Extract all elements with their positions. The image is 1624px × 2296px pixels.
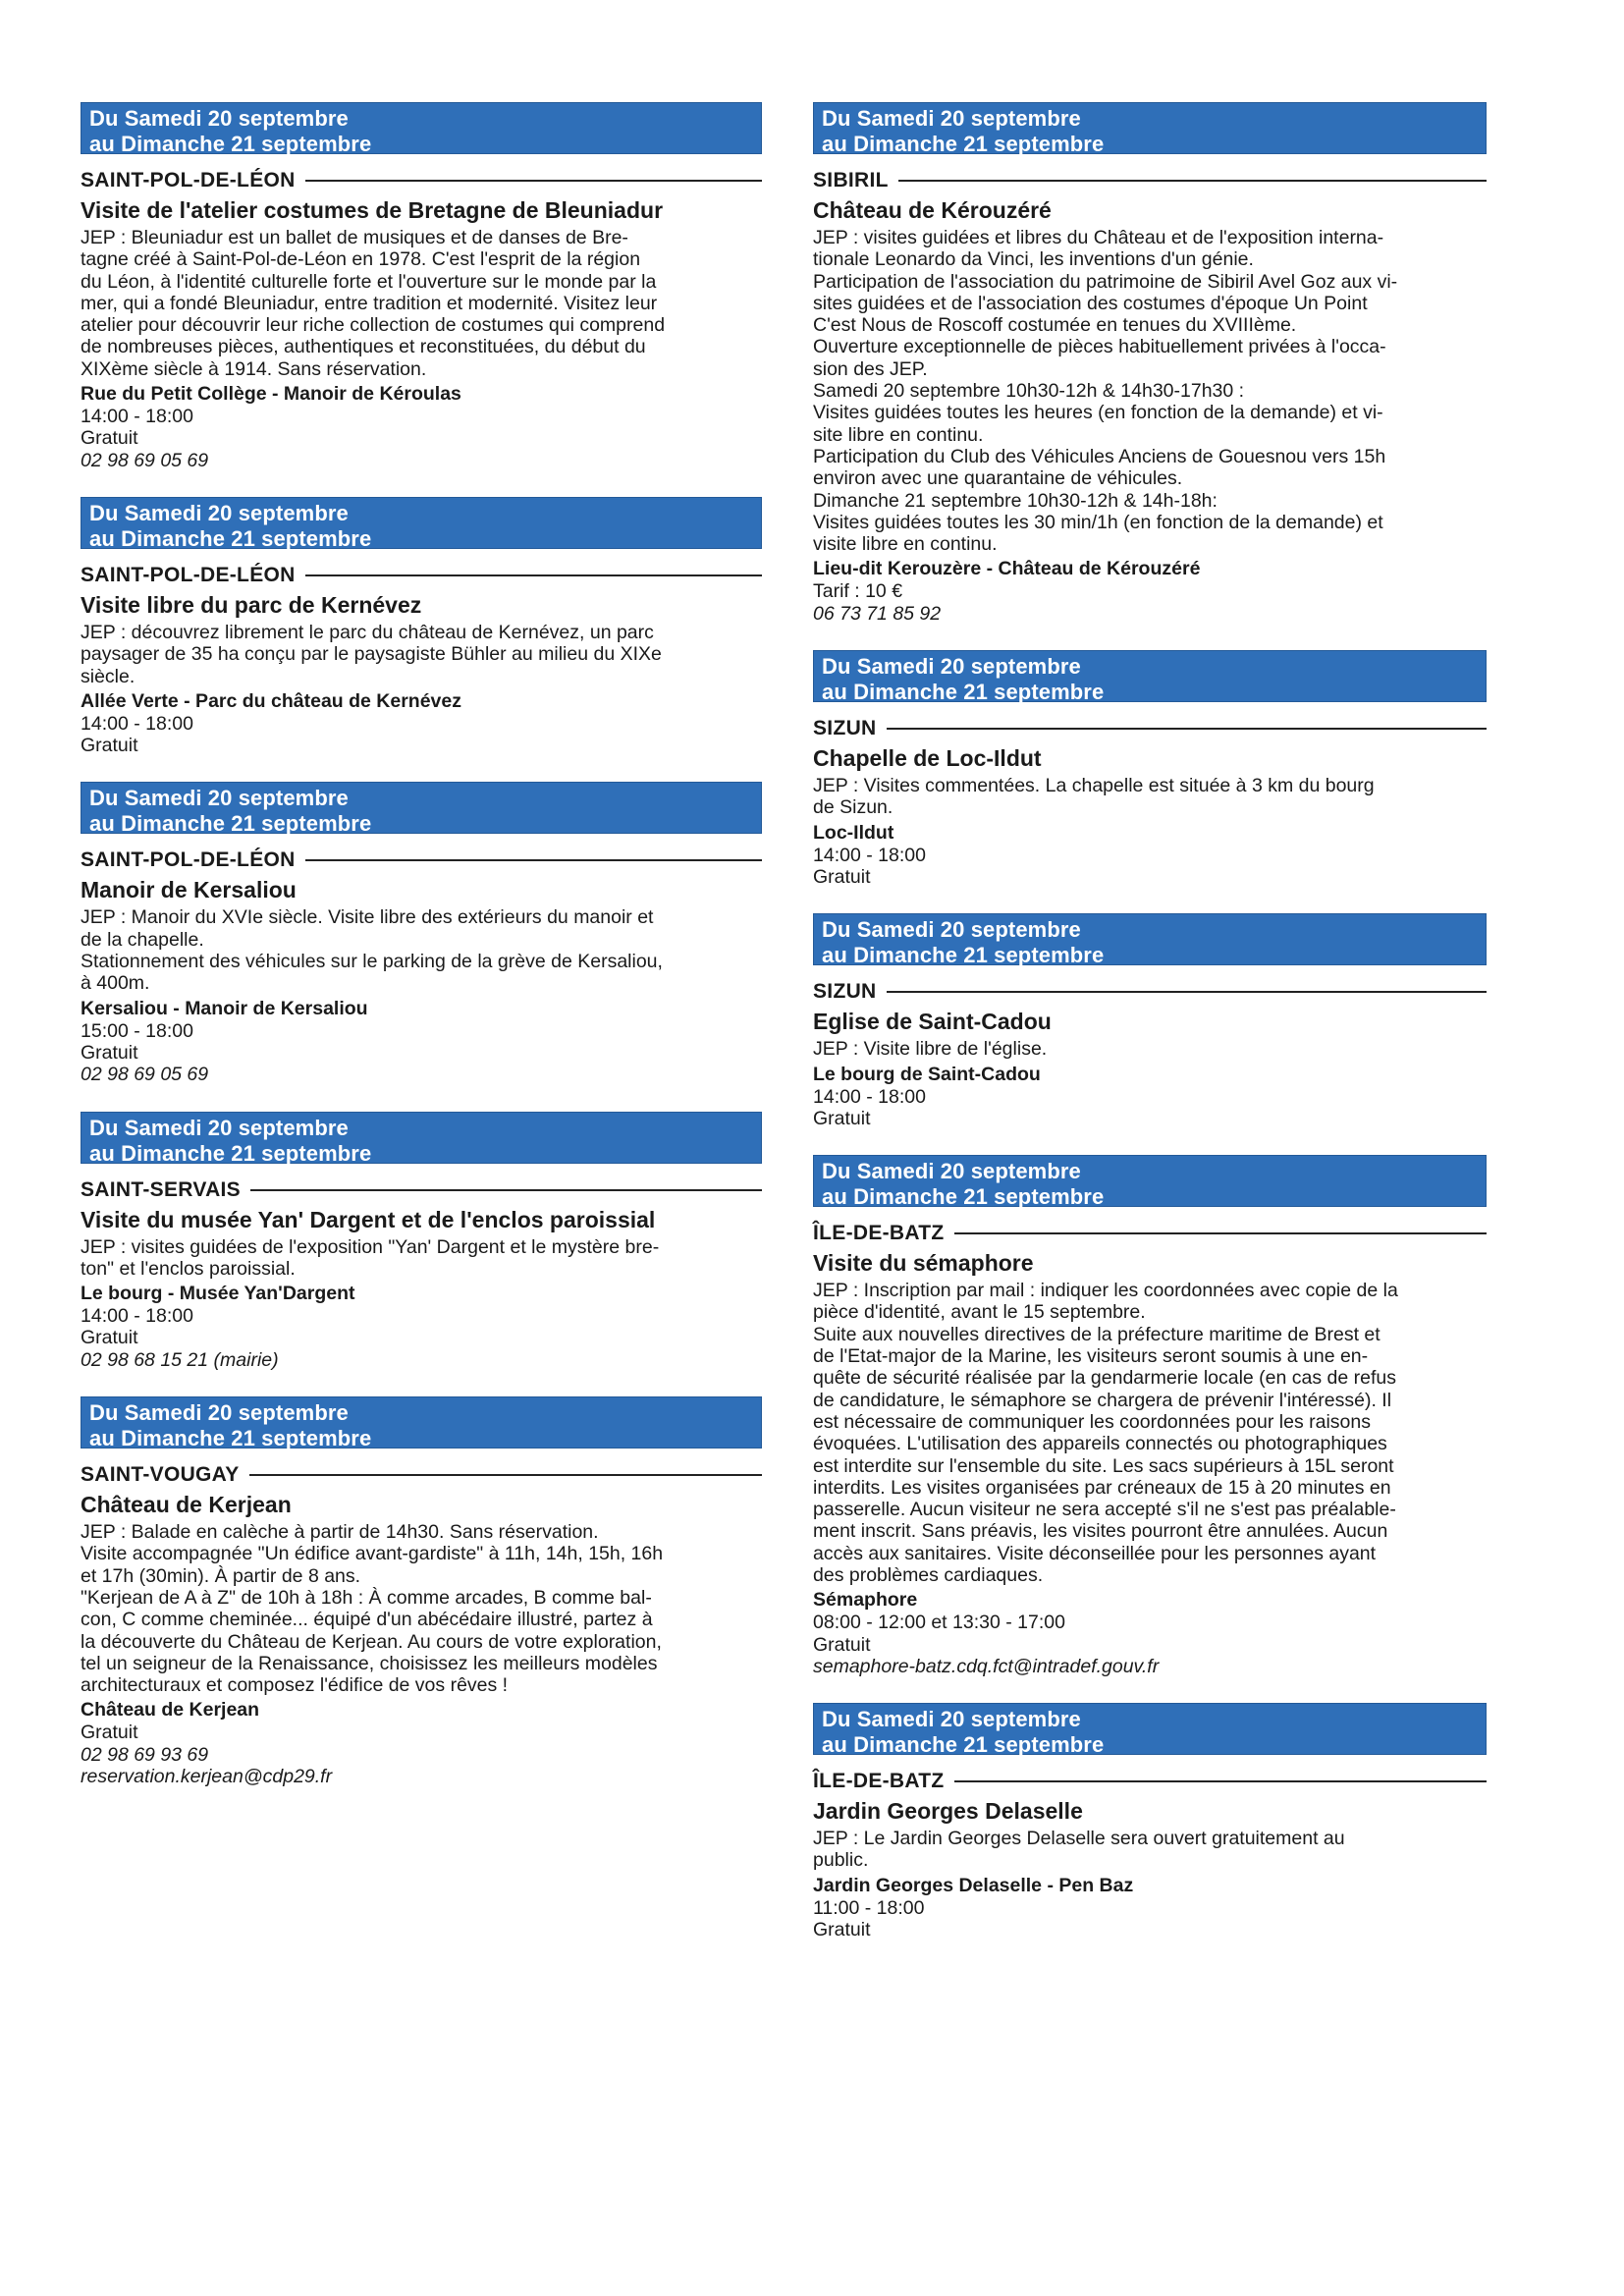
date-band-line2: au Dimanche 21 septembre bbox=[822, 1732, 1105, 1758]
event-description bbox=[813, 227, 1487, 555]
city-row bbox=[81, 1177, 762, 1203]
city-name: SAINT-POL-DE-LÉON bbox=[81, 848, 296, 872]
description-line: Ouverture exceptionnelle de pièces habituellement privées à l'occa- bbox=[813, 336, 1386, 358]
description-line: ton" et l'enclos paroissial. bbox=[81, 1257, 296, 1280]
city-row bbox=[81, 563, 762, 588]
description-line: public. bbox=[813, 1849, 869, 1872]
event-hours: 14:00 - 18:00 bbox=[813, 1085, 926, 1108]
event-info bbox=[813, 1612, 1487, 1677]
date-band-line2: au Dimanche 21 septembre bbox=[822, 132, 1105, 156]
city-divider bbox=[305, 574, 762, 576]
date-band-line1: Du Samedi 20 septembre bbox=[89, 1115, 349, 1140]
date-band-line2: au Dimanche 21 septembre bbox=[89, 525, 372, 551]
description-line: tel un seigneur de la Renaissance, choisissez les meilleurs modèles bbox=[81, 1652, 658, 1674]
event-price: Gratuit bbox=[81, 1327, 138, 1349]
event-location: Le bourg - Musée Yan'Dargent bbox=[81, 1283, 355, 1305]
city-row bbox=[813, 1769, 1487, 1794]
event-location: Lieu-dit Kerouzère - Château de Kérouzéré bbox=[813, 558, 1201, 580]
event-email-link[interactable]: semaphore-batz.cdq.fct@intradef.gouv.fr bbox=[813, 1655, 1160, 1677]
description-line: visite libre en continu. bbox=[813, 533, 998, 556]
description-line: de Sizun. bbox=[813, 796, 893, 819]
event-listing bbox=[813, 1155, 1487, 1677]
city-row bbox=[813, 168, 1487, 193]
date-band bbox=[813, 1703, 1487, 1758]
city-divider bbox=[887, 991, 1488, 993]
event-title: Chapelle de Loc-Ildut bbox=[813, 745, 1042, 772]
event-location: Kersaliou - Manoir de Kersaliou bbox=[81, 997, 368, 1019]
event-phone: 02 98 68 15 21 (mairie) bbox=[81, 1348, 279, 1371]
description-line: sites guidées et de l'association des costumes d'époque Un Point bbox=[813, 292, 1368, 314]
date-band bbox=[81, 1396, 762, 1449]
city-divider bbox=[954, 1780, 1487, 1782]
description-line: la découverte du Château de Kerjean. Au cours de votre exploration, bbox=[81, 1630, 662, 1653]
description-line: Visites guidées toutes les 30 min/1h (en fonction de la demande) et bbox=[813, 511, 1383, 533]
description-line: sion des JEP. bbox=[813, 357, 928, 380]
event-description bbox=[81, 1236, 762, 1281]
description-line: à 400m. bbox=[81, 972, 150, 995]
description-line: JEP : Balade en calèche à partir de 14h30. Sans réservation. bbox=[81, 1521, 599, 1544]
description-line: JEP : Le Jardin Georges Delaselle sera ouvert gratuitement au bbox=[813, 1828, 1345, 1850]
description-line: de candidature, le sémaphore se chargera de prévenir l'intéressé). Il bbox=[813, 1389, 1392, 1411]
city-name: ÎLE-DE-BATZ bbox=[813, 1222, 945, 1245]
description-line: ment inscrit. Sans préavis, les visites pourront être annulées. Aucun bbox=[813, 1520, 1388, 1543]
event-info bbox=[813, 580, 1487, 625]
event-price: Gratuit bbox=[81, 1722, 138, 1744]
description-line: accès aux sanitaires. Visite déconseillée pour les personnes ayant bbox=[813, 1542, 1377, 1564]
description-line: tionale Leonardo da Vinci, les inventions d'un génie. bbox=[813, 248, 1254, 271]
description-line: Stationnement des véhicules sur le parking de la grève de Kersaliou, bbox=[81, 951, 663, 973]
event-listing bbox=[81, 102, 762, 471]
description-line: des problèmes cardiaques. bbox=[813, 1563, 1044, 1586]
description-line: est interdite sur l'ensemble du site. Les sacs supérieurs à 15L seront bbox=[813, 1454, 1394, 1477]
date-band bbox=[813, 1155, 1487, 1210]
description-line: et 17h (30min). À partir de 8 ans. bbox=[81, 1564, 361, 1587]
description-line: JEP : Inscription par mail : indiquer les coordonnées avec copie de la bbox=[813, 1280, 1398, 1302]
city-divider bbox=[250, 1189, 762, 1191]
event-info bbox=[813, 1897, 1487, 1941]
description-line: Suite aux nouvelles directives de la préfecture maritime de Brest et bbox=[813, 1323, 1380, 1345]
event-title: Visite de l'atelier costumes de Bretagne de Bleuniadur bbox=[81, 197, 664, 223]
event-phone: 02 98 69 05 69 bbox=[81, 449, 209, 471]
event-price: Gratuit bbox=[813, 1107, 871, 1129]
event-info bbox=[81, 1722, 762, 1787]
description-line: de la chapelle. bbox=[81, 928, 204, 951]
city-name: SAINT-POL-DE-LÉON bbox=[81, 169, 296, 191]
event-hours: 11:00 - 18:00 bbox=[813, 1896, 925, 1919]
date-band-line1: Du Samedi 20 septembre bbox=[822, 106, 1081, 131]
city-divider bbox=[249, 1474, 762, 1476]
event-price: Tarif : 10 € bbox=[813, 580, 903, 603]
event-title: Visite du musée Yan' Dargent et de l'enclos paroissial bbox=[81, 1206, 656, 1232]
city-row bbox=[81, 1462, 762, 1488]
event-description bbox=[813, 1828, 1487, 1872]
description-line: de nombreuses pièces, authentiques et reconstituées, du début du bbox=[81, 336, 646, 358]
event-info bbox=[81, 406, 762, 471]
date-band-line2: au Dimanche 21 septembre bbox=[822, 1184, 1105, 1210]
event-price: Gratuit bbox=[81, 427, 138, 450]
date-band-line2: au Dimanche 21 septembre bbox=[822, 943, 1105, 968]
date-band-line1: Du Samedi 20 septembre bbox=[822, 917, 1081, 943]
event-description bbox=[813, 775, 1487, 819]
event-listing bbox=[81, 1112, 762, 1371]
event-hours: 08:00 - 12:00 et 13:30 - 17:00 bbox=[813, 1612, 1065, 1634]
event-price: Gratuit bbox=[813, 1633, 871, 1656]
description-line: JEP : visites guidées et libres du Château et de l'exposition interna- bbox=[813, 227, 1384, 248]
description-line: JEP : Visite libre de l'église. bbox=[813, 1038, 1048, 1061]
description-line: Visites guidées toutes les heures (en fonction de la demande) et vi- bbox=[813, 402, 1383, 424]
description-line: JEP : Visites commentées. La chapelle est située à 3 km du bourg bbox=[813, 775, 1375, 797]
event-listing bbox=[81, 1396, 762, 1787]
city-name: SAINT-VOUGAY bbox=[81, 1463, 240, 1487]
city-row bbox=[81, 847, 762, 873]
event-location: Château de Kerjean bbox=[81, 1699, 260, 1722]
date-band-line2: au Dimanche 21 septembre bbox=[89, 811, 372, 837]
description-line: quête de sécurité réalisée par la gendarmerie locale (en cas de refus bbox=[813, 1367, 1397, 1390]
description-line: du Léon, à l'identité culturelle forte et l'ouverture sur le monde par la bbox=[81, 270, 657, 293]
event-location: Le bourg de Saint-Cadou bbox=[813, 1063, 1041, 1085]
event-price: Gratuit bbox=[813, 1919, 871, 1941]
event-email-link[interactable]: reservation.kerjean@cdp29.fr bbox=[81, 1765, 333, 1787]
city-name: SIBIRIL bbox=[813, 169, 889, 191]
description-line: Participation de l'association du patrimoine de Sibiril Avel Goz aux vi- bbox=[813, 270, 1398, 293]
event-description bbox=[81, 906, 762, 994]
description-line: interdits. Les visites organisées par créneaux de 15 à 20 minutes en bbox=[813, 1476, 1391, 1499]
description-line: paysager de 35 ha conçu par le paysagiste Bühler au milieu du XIXe bbox=[81, 643, 662, 666]
description-line: siècle. bbox=[81, 665, 135, 687]
event-phone: 02 98 69 93 69 bbox=[81, 1743, 209, 1766]
description-line: con, C comme cheminée... équipé d'un abécédaire illustré, partez à bbox=[81, 1609, 653, 1631]
date-band-line2: au Dimanche 21 septembre bbox=[822, 680, 1105, 705]
date-band-line2: au Dimanche 21 septembre bbox=[89, 1426, 372, 1451]
city-row bbox=[81, 168, 762, 193]
date-band bbox=[813, 102, 1487, 154]
date-band-line2: au Dimanche 21 septembre bbox=[89, 1140, 372, 1166]
event-title: Château de Kerjean bbox=[81, 1492, 292, 1518]
date-band bbox=[81, 102, 762, 154]
date-band-line1: Du Samedi 20 septembre bbox=[89, 106, 349, 131]
date-band-line2: au Dimanche 21 septembre bbox=[89, 132, 372, 156]
date-band bbox=[81, 1112, 762, 1164]
event-description bbox=[81, 622, 762, 687]
event-info bbox=[81, 713, 762, 757]
event-price: Gratuit bbox=[813, 865, 871, 888]
event-info bbox=[813, 845, 1487, 889]
description-line: JEP : visites guidées de l'exposition "Yan' Dargent et le mystère bre- bbox=[81, 1235, 660, 1258]
date-band bbox=[813, 913, 1487, 968]
description-line: Visite accompagnée "Un édifice avant-gardiste" à 11h, 14h, 15h, 16h bbox=[81, 1543, 664, 1565]
event-listing bbox=[813, 913, 1487, 1129]
event-title: Jardin Georges Delaselle bbox=[813, 1798, 1083, 1825]
city-divider bbox=[954, 1232, 1487, 1234]
event-info bbox=[81, 1020, 762, 1086]
event-title: Eglise de Saint-Cadou bbox=[813, 1009, 1052, 1035]
date-band-line1: Du Samedi 20 septembre bbox=[822, 1707, 1081, 1732]
city-divider bbox=[305, 180, 762, 182]
city-name: ÎLE-DE-BATZ bbox=[813, 1770, 945, 1793]
event-phone: 06 73 71 85 92 bbox=[813, 602, 942, 625]
event-hours: 14:00 - 18:00 bbox=[81, 712, 193, 735]
description-line: évoquées. L'utilisation des appareils connectés ou photographiques bbox=[813, 1433, 1387, 1455]
left-column bbox=[81, 102, 762, 1813]
description-line: environ avec une quarantaine de véhicules. bbox=[813, 467, 1183, 490]
event-location: Rue du Petit Collège - Manoir de Kéroulas bbox=[81, 383, 461, 406]
event-location: Jardin Georges Delaselle - Pen Baz bbox=[813, 1874, 1134, 1896]
city-divider bbox=[887, 728, 1488, 730]
event-hours: 15:00 - 18:00 bbox=[81, 1019, 193, 1042]
city-row bbox=[813, 979, 1487, 1005]
date-band bbox=[813, 650, 1487, 705]
event-location: Allée Verte - Parc du château de Kernévez bbox=[81, 689, 462, 712]
city-divider bbox=[898, 180, 1487, 182]
date-band-line1: Du Samedi 20 septembre bbox=[822, 1159, 1081, 1184]
description-line: JEP : Manoir du XVIe siècle. Visite libre des extérieurs du manoir et bbox=[81, 906, 654, 929]
event-title: Château de Kérouzéré bbox=[813, 197, 1052, 223]
city-name: SAINT-SERVAIS bbox=[81, 1177, 241, 1201]
date-band-line1: Du Samedi 20 septembre bbox=[89, 500, 349, 525]
event-title: Visite libre du parc de Kernévez bbox=[81, 591, 422, 618]
event-hours: 14:00 - 18:00 bbox=[81, 1305, 193, 1328]
date-band bbox=[81, 497, 762, 549]
description-line: tagne créé à Saint-Pol-de-Léon en 1978. C'est l'esprit de la région bbox=[81, 248, 641, 271]
event-location: Sémaphore bbox=[813, 1589, 918, 1612]
date-band-line1: Du Samedi 20 septembre bbox=[89, 786, 349, 811]
description-line: architecturaux et composez l'édifice de vos rêves ! bbox=[81, 1674, 509, 1697]
description-line: est nécessaire de communiquer les coordonnées pour les raisons bbox=[813, 1410, 1371, 1433]
event-listing bbox=[813, 102, 1487, 625]
city-name: SIZUN bbox=[813, 980, 877, 1004]
description-line: XIXème siècle à 1914. Sans réservation. bbox=[81, 357, 427, 380]
event-hours: 14:00 - 18:00 bbox=[81, 406, 193, 428]
event-price: Gratuit bbox=[81, 735, 138, 757]
city-row bbox=[813, 1221, 1487, 1246]
date-band-line1: Du Samedi 20 septembre bbox=[89, 1400, 349, 1426]
event-phone: 02 98 69 05 69 bbox=[81, 1064, 209, 1086]
description-line: C'est Nous de Roscoff costumée en tenues du XVIIIème. bbox=[813, 314, 1297, 337]
event-info bbox=[81, 1305, 762, 1371]
description-line: passerelle. Aucun visiteur ne sera accepté s'il ne s'est pas préalable- bbox=[813, 1499, 1396, 1521]
event-listing bbox=[81, 497, 762, 756]
event-description bbox=[81, 1521, 762, 1696]
description-line: Samedi 20 septembre 10h30-12h & 14h30-17h30 : bbox=[813, 380, 1245, 403]
city-name: SAINT-POL-DE-LÉON bbox=[81, 563, 296, 586]
event-title: Manoir de Kersaliou bbox=[81, 877, 297, 903]
event-info bbox=[813, 1086, 1487, 1130]
city-name: SIZUN bbox=[813, 717, 877, 740]
description-line: pièce d'identité, avant le 15 septembre. bbox=[813, 1301, 1146, 1324]
description-line: de l'Etat-major de la Marine, les visiteurs seront soumis à une en- bbox=[813, 1345, 1369, 1368]
event-price: Gratuit bbox=[81, 1041, 138, 1064]
description-line: site libre en continu. bbox=[813, 423, 984, 446]
description-line: "Kerjean de A à Z" de 10h à 18h : À comme arcades, B comme bal- bbox=[81, 1586, 652, 1609]
description-line: atelier pour découvrir leur riche collection de costumes qui comprend bbox=[81, 314, 666, 337]
date-band-line1: Du Samedi 20 septembre bbox=[822, 654, 1081, 680]
description-line: JEP : Bleuniadur est un ballet de musiques et de danses de Bre- bbox=[81, 227, 628, 248]
event-listing bbox=[81, 782, 762, 1085]
city-divider bbox=[305, 859, 762, 861]
event-listing bbox=[813, 650, 1487, 888]
event-listing bbox=[813, 1703, 1487, 1941]
event-description bbox=[813, 1280, 1487, 1586]
event-hours: 14:00 - 18:00 bbox=[813, 844, 926, 866]
city-row bbox=[813, 716, 1487, 741]
description-line: Dimanche 21 septembre 10h30-12h & 14h-18h: bbox=[813, 489, 1218, 512]
description-line: JEP : découvrez librement le parc du château de Kernévez, un parc bbox=[81, 621, 654, 643]
right-column bbox=[813, 102, 1487, 1966]
date-band bbox=[81, 782, 762, 837]
event-location: Loc-Ildut bbox=[813, 821, 894, 844]
description-line: Participation du Club des Véhicules Anciens de Gouesnou vers 15h bbox=[813, 445, 1386, 467]
event-description bbox=[81, 227, 762, 380]
description-line: mer, qui a fondé Bleuniadur, entre tradition et modernité. Visitez leur bbox=[81, 292, 658, 314]
event-description bbox=[813, 1038, 1487, 1060]
event-title: Visite du sémaphore bbox=[813, 1250, 1034, 1277]
